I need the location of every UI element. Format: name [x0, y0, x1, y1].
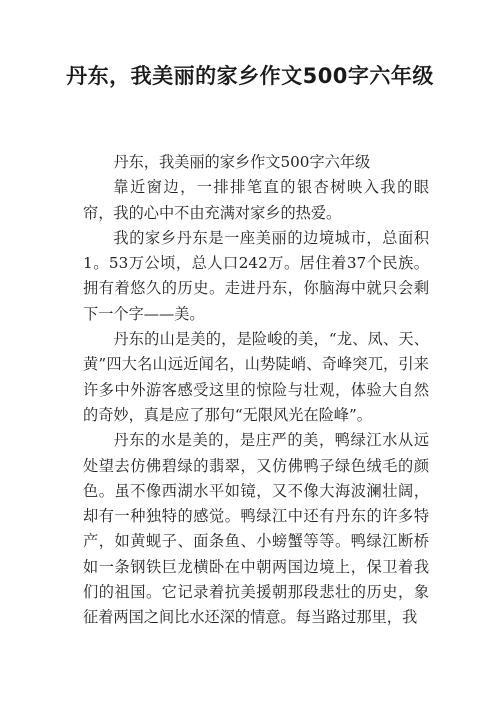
paragraph: 靠近窗边，一排排笔直的银杏树映入我的眼帘，我的心中不由充满对家乡的热爱。 — [83, 178, 429, 222]
paragraph: 丹东的水是美的，是庄严的美，鸭绿江水从远处望去仿佛碧绿的翡翠，又仿佛鸭子绿色绒毛的颜色。虽不像西湖水平如镜，又不像大海波澜壮阔，却有一种独特的感觉。鸭绿江中还有丹东的许多特产，如黄蚬子、面条鱼、小螃蟹等等。鸭绿江断桥如一条钢铁巨龙横卧在中朝两国边境上，保卫着我们的祖国。它记录着抗美援朝那段悲壮的历史，象征着两国之间比水还深的情意。每当路过那里，我 — [83, 431, 429, 627]
paragraph: 我的家乡丹东是一座美丽的边境城市，总面积1。53万公顷，总人口242万。居住着37个民族。拥有着悠久的历史。走进丹东，你脑海中就只会剩下一个字——美。 — [83, 228, 429, 323]
document-title: 丹东，我美丽的家乡作文500字六年级 — [66, 64, 434, 88]
document-body — [83, 150, 429, 631]
paragraph: 丹东的山是美的，是险峻的美，“龙、凤、天、黄”四大名山远近闻名，山势陡峭、奇峰突兀，引来许多中外游客感受这里的惊险与壮观，体验大自然的奇妙，真是应了那句“无限风光在险峰”。 — [83, 330, 429, 424]
paragraph: 丹东，我美丽的家乡作文500字六年级 — [113, 153, 371, 171]
